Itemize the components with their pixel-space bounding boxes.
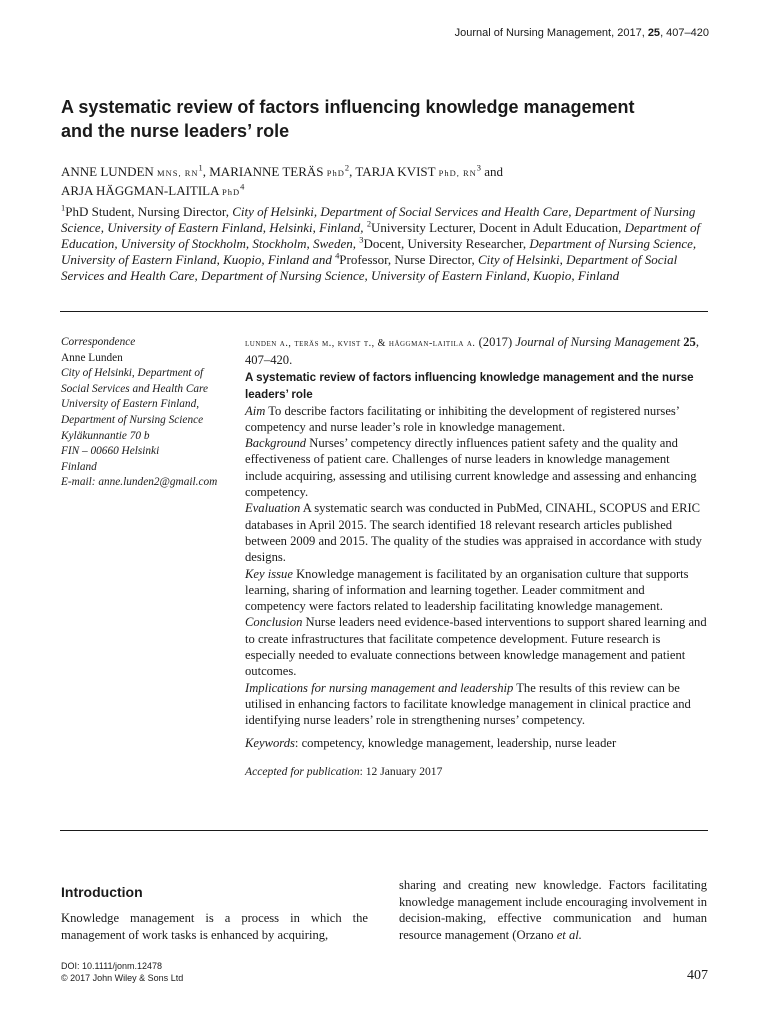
affil-role: PhD Student, Nursing Director,: [65, 204, 233, 219]
section-label: Key issue: [245, 566, 293, 581]
affil-mark: 4: [335, 250, 340, 261]
divider-bottom: [60, 830, 708, 831]
author-affil-mark: 4: [240, 181, 245, 192]
correspondence-line: FIN – 00660 Helsinki: [61, 445, 160, 458]
journal-pages: , 407–420: [660, 27, 709, 39]
journal-volume: 25: [647, 27, 661, 39]
section-text: The results of this review can be utilised in enhancing factors to facilitate knowledge management in clinical practice and identifying nurse leaders’ role in strengthening nurses’ competency.: [245, 680, 691, 728]
section-label: Evaluation: [245, 501, 301, 516]
abstract-section-aim: [245, 403, 707, 436]
citation: [245, 334, 707, 369]
affil-place: City of Helsinki, Department of Social Services and Health Care, Department of Nursing Science, University of Eastern Finland, Helsinki, Finland,: [61, 204, 696, 235]
author-name: ARJA HÄGGMAN-LAITILA: [61, 183, 219, 198]
affil-place: Department of Nursing Science, University of Eastern Finland, Kuopio, Finland and: [61, 236, 697, 267]
author-degree: MNS, RN: [157, 168, 199, 178]
section-text: Nurse leaders need evidence-based interventions to support shared learning and to create infrastructures that facilitate competence development. Future research is especially needed to evaluate connections between knowledge management and patient outcomes.: [245, 615, 707, 679]
abstract-section-background: [245, 435, 707, 500]
section-label: Conclusion: [245, 615, 303, 630]
author-affil-mark: 3: [476, 162, 481, 173]
journal-name: Journal of Nursing Management, 2017,: [454, 27, 648, 39]
accepted-label: Accepted for publication: [245, 764, 360, 778]
affil-mark: 1: [61, 202, 66, 213]
affil-role: Docent, University Researcher,: [363, 236, 530, 251]
correspondence-line: University of Eastern Finland,: [61, 398, 200, 411]
section-label: Aim: [245, 403, 266, 418]
author-affil-mark: 2: [344, 162, 350, 173]
correspondence-heading: Correspondence: [61, 336, 136, 348]
correspondence-block: [61, 335, 236, 491]
author-separator: and: [481, 164, 504, 179]
author-degree: PhD: [222, 187, 241, 197]
section-label: Implications for nursing management and leadership: [245, 680, 514, 695]
citation-authors: lunden a., teräs m., kvist t., & häggman-laitila a.: [245, 338, 476, 349]
intro-right-etal: et al.: [556, 927, 582, 942]
citation-pages: , 407–420.: [245, 335, 699, 368]
footer-info: [61, 960, 183, 984]
correspondence-line: Department of Nursing Science: [61, 413, 204, 426]
abstract-section-evaluation: [245, 500, 707, 565]
author-name: ANNE LUNDEN: [61, 164, 154, 179]
section-text: Knowledge management is facilitated by an organisation culture that supports learning, sharing of information and learning together. Leader commitment and competency were factors related to leadership facilitating knowledge management.: [245, 566, 689, 614]
accepted-date-line: [245, 764, 707, 780]
author-name: TARJA KVIST: [355, 164, 436, 179]
journal-running-header: [455, 27, 709, 39]
author-separator: ,: [202, 164, 210, 179]
author-affiliations: [61, 204, 707, 284]
doi-text: DOI: 10.1111/jonm.12478: [61, 961, 163, 971]
abstract-section-key-issue: [245, 566, 707, 615]
correspondence-line: Kyläkunnantie 70 b: [61, 429, 150, 442]
page-number: 407: [687, 968, 708, 983]
abstract-title: A systematic review of factors influencing knowledge management and the nurse leaders’ role: [245, 370, 694, 401]
correspondence-line: Finland: [61, 460, 97, 473]
affil-mark: 3: [359, 234, 364, 245]
citation-year: (2017): [475, 335, 516, 349]
keywords-text: : competency, knowledge management, leadership, nurse leader: [294, 735, 617, 750]
abstract-section-implications: [245, 680, 707, 729]
author-name: MARIANNE TERÄS: [209, 164, 324, 179]
intro-text-right: [399, 877, 707, 943]
affil-place: Department of Education, University of Stockholm, Stockholm, Sweden,: [61, 220, 701, 251]
keywords-label: Keywords: [245, 735, 295, 750]
section-label: Background: [245, 436, 307, 451]
accepted-date: : 12 January 2017: [359, 764, 443, 778]
correspondence-email: E-mail: anne.lunden2@gmail.com: [61, 476, 218, 489]
affil-role: University Lecturer, Docent in Adult Education,: [371, 220, 625, 235]
keywords: [245, 735, 707, 751]
citation-volume: 25: [680, 335, 696, 349]
section-heading-introduction: Introduction: [61, 884, 143, 900]
intro-text-left: Knowledge management is a process in which the management of work tasks is enhanced by acquiring,: [61, 911, 368, 942]
correspondence-line: Social Services and Health Care: [61, 382, 209, 395]
section-text: Nurses’ competency directly influences patient safety and the quality and effectiveness of patient care. Challenges of nurse leaders in knowledge management include acquiring, assessing and utilising current knowledge and assessing and enhancing competency.: [245, 436, 697, 500]
author-degree: PhD, RN: [438, 168, 477, 178]
affil-mark: 2: [366, 218, 372, 229]
intro-right-body: sharing and creating new knowledge. Factors facilitating knowledge management include encouraging involvement in decision-making, effective communication and human resource management (Orzano: [399, 878, 707, 942]
divider-top: [60, 311, 708, 312]
author-list: [61, 163, 661, 201]
correspondence-name: Anne Lunden: [61, 351, 123, 364]
affil-place: City of Helsinki, Department of Social Services and Health Care, Department of Nursing Science, University of Eastern Finland, Kuopio, Finland: [61, 252, 678, 283]
author-separator: ,: [349, 164, 356, 179]
correspondence-line: City of Helsinki, Department of: [61, 367, 204, 380]
article-title: A systematic review of factors influencing knowledge management and the nurse leaders’ role: [61, 97, 635, 141]
abstract: [245, 334, 707, 780]
author-affil-mark: 1: [198, 162, 203, 173]
citation-journal: Journal of Nursing Management: [515, 335, 681, 349]
author-degree: PhD: [326, 168, 345, 178]
copyright-text: © 2017 John Wiley & Sons Ltd: [61, 973, 184, 983]
section-text: To describe factors facilitating or inhibiting the development of registered nurses’ competency and nurse leader’s role in knowledge management.: [245, 403, 680, 434]
affil-role: Professor, Nurse Director,: [339, 252, 478, 267]
abstract-section-conclusion: [245, 614, 707, 679]
section-text: A systematic search was conducted in PubMed, CINAHL, SCOPUS and ERIC databases in April 2015. The search identified 18 relevant research articles published between 2009 and 2015. The quality of the studies was appraised in accordance with study designs.: [245, 501, 702, 565]
